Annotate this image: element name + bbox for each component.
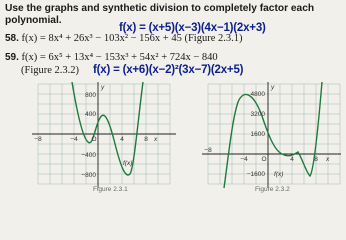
graph-2-y-tick: 1600 [250,131,265,138]
graph-2-y-label: y [271,84,275,91]
graph-1-x-tick: −8 [34,136,42,143]
problem-59-polynomial: f(x) = 6x⁵ + 13x⁴ − 153x³ + 54x² + 724x − 840 [21,52,218,63]
answer-59: f(x) = (x+6)(x−2)²(3x−7)(2x+5) [93,64,244,76]
problem-59 [5,52,218,63]
problem-58-number: 58. [5,33,19,44]
graph-1-y-tick: 800 [85,92,96,99]
graph-2-y-tick: −1600 [246,171,265,178]
graph-2-caption: Figure 2.3.2 [255,186,290,193]
graph-2-y-tick: 4800 [250,91,265,98]
graph-1-x-tick: O [91,136,97,143]
graph-figure-2-3-2 [202,80,342,190]
graph-2-x-tick: 4 [290,156,294,163]
graph-1-x-tick: 4 [120,136,124,143]
graph-1-y-tick: −400 [81,152,96,159]
graph-2-function-label: f(x) [274,171,284,178]
graph-2-x-tick: −8 [204,147,212,154]
instructions: Use the graphs and synthetic division to completely factor each polynomial. [5,3,315,26]
graph-2-x-tick: O [261,156,267,163]
graph-2-curve [224,82,322,188]
problem-58-polynomial: f(x) = 8x⁴ + 26x³ − 103x² − 156x + 45 (Figure 2.3.1) [21,33,243,44]
problem-59-number: 59. [5,52,19,63]
graph-figure-2-3-1 [30,80,180,190]
graph-1-y-label: y [101,84,105,91]
graph-1-x-tick: −4 [70,136,78,143]
graph-2-x-tick: 8 [314,156,318,163]
graph-1-caption: Figure 2.3.1 [93,186,128,193]
graph-1-x-tick: 8 [144,136,148,143]
graph-1-y-tick: −800 [81,172,96,179]
graph-2-x-label: x [326,156,330,163]
graph-1-function-label: f(x) [123,160,133,167]
problem-59-figure-ref: (Figure 2.3.2) [21,65,80,76]
graph-2-y-tick: 3200 [250,111,265,118]
graph-1-y-tick: 400 [85,111,96,118]
answer-58: f(x) = (x+5)(x−3)(4x−1)(2x+3) [119,22,266,34]
graph-1-x-label: x [154,136,158,143]
problem-58 [5,33,243,44]
graph-2-x-tick: −4 [240,156,248,163]
